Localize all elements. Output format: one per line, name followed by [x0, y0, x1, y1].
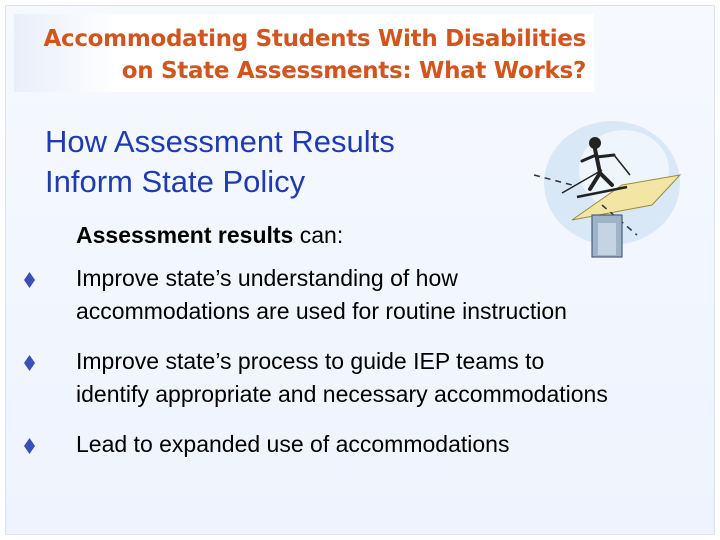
bullet-text-line: Lead to expanded use of accommodations: [76, 431, 510, 457]
intro-bold: Assessment results: [76, 222, 294, 248]
header-banner: [14, 14, 594, 92]
bullet-text-line: Improve state’s process to guide IEP teams to: [76, 348, 545, 374]
diamond-bullet-icon: [24, 272, 35, 288]
title-line-1: How Assessment Results: [45, 124, 395, 159]
bullet-item: [22, 345, 712, 411]
intro-text: [76, 222, 343, 249]
diamond-bullet-icon: [24, 438, 35, 454]
bullet-item: [22, 262, 712, 328]
title-line-2: Inform State Policy: [45, 164, 306, 199]
diamond-bullet-icon: [24, 355, 35, 371]
intro-rest: can:: [293, 222, 344, 248]
skier-clipart-icon: [532, 115, 682, 260]
slide-title: [45, 122, 485, 202]
banner-line-2: on State Assessments: What Works?: [121, 58, 586, 84]
bullet-list: [22, 262, 712, 478]
bullet-item: [22, 428, 712, 461]
bullet-text-line: identify appropriate and necessary accommodations: [76, 381, 608, 407]
bullet-text-line: accommodations are used for routine instruction: [76, 298, 567, 324]
bullet-text-line: Improve state’s understanding of how: [76, 265, 458, 291]
banner-line-1: Accommodating Students With Disabilities: [43, 26, 586, 52]
